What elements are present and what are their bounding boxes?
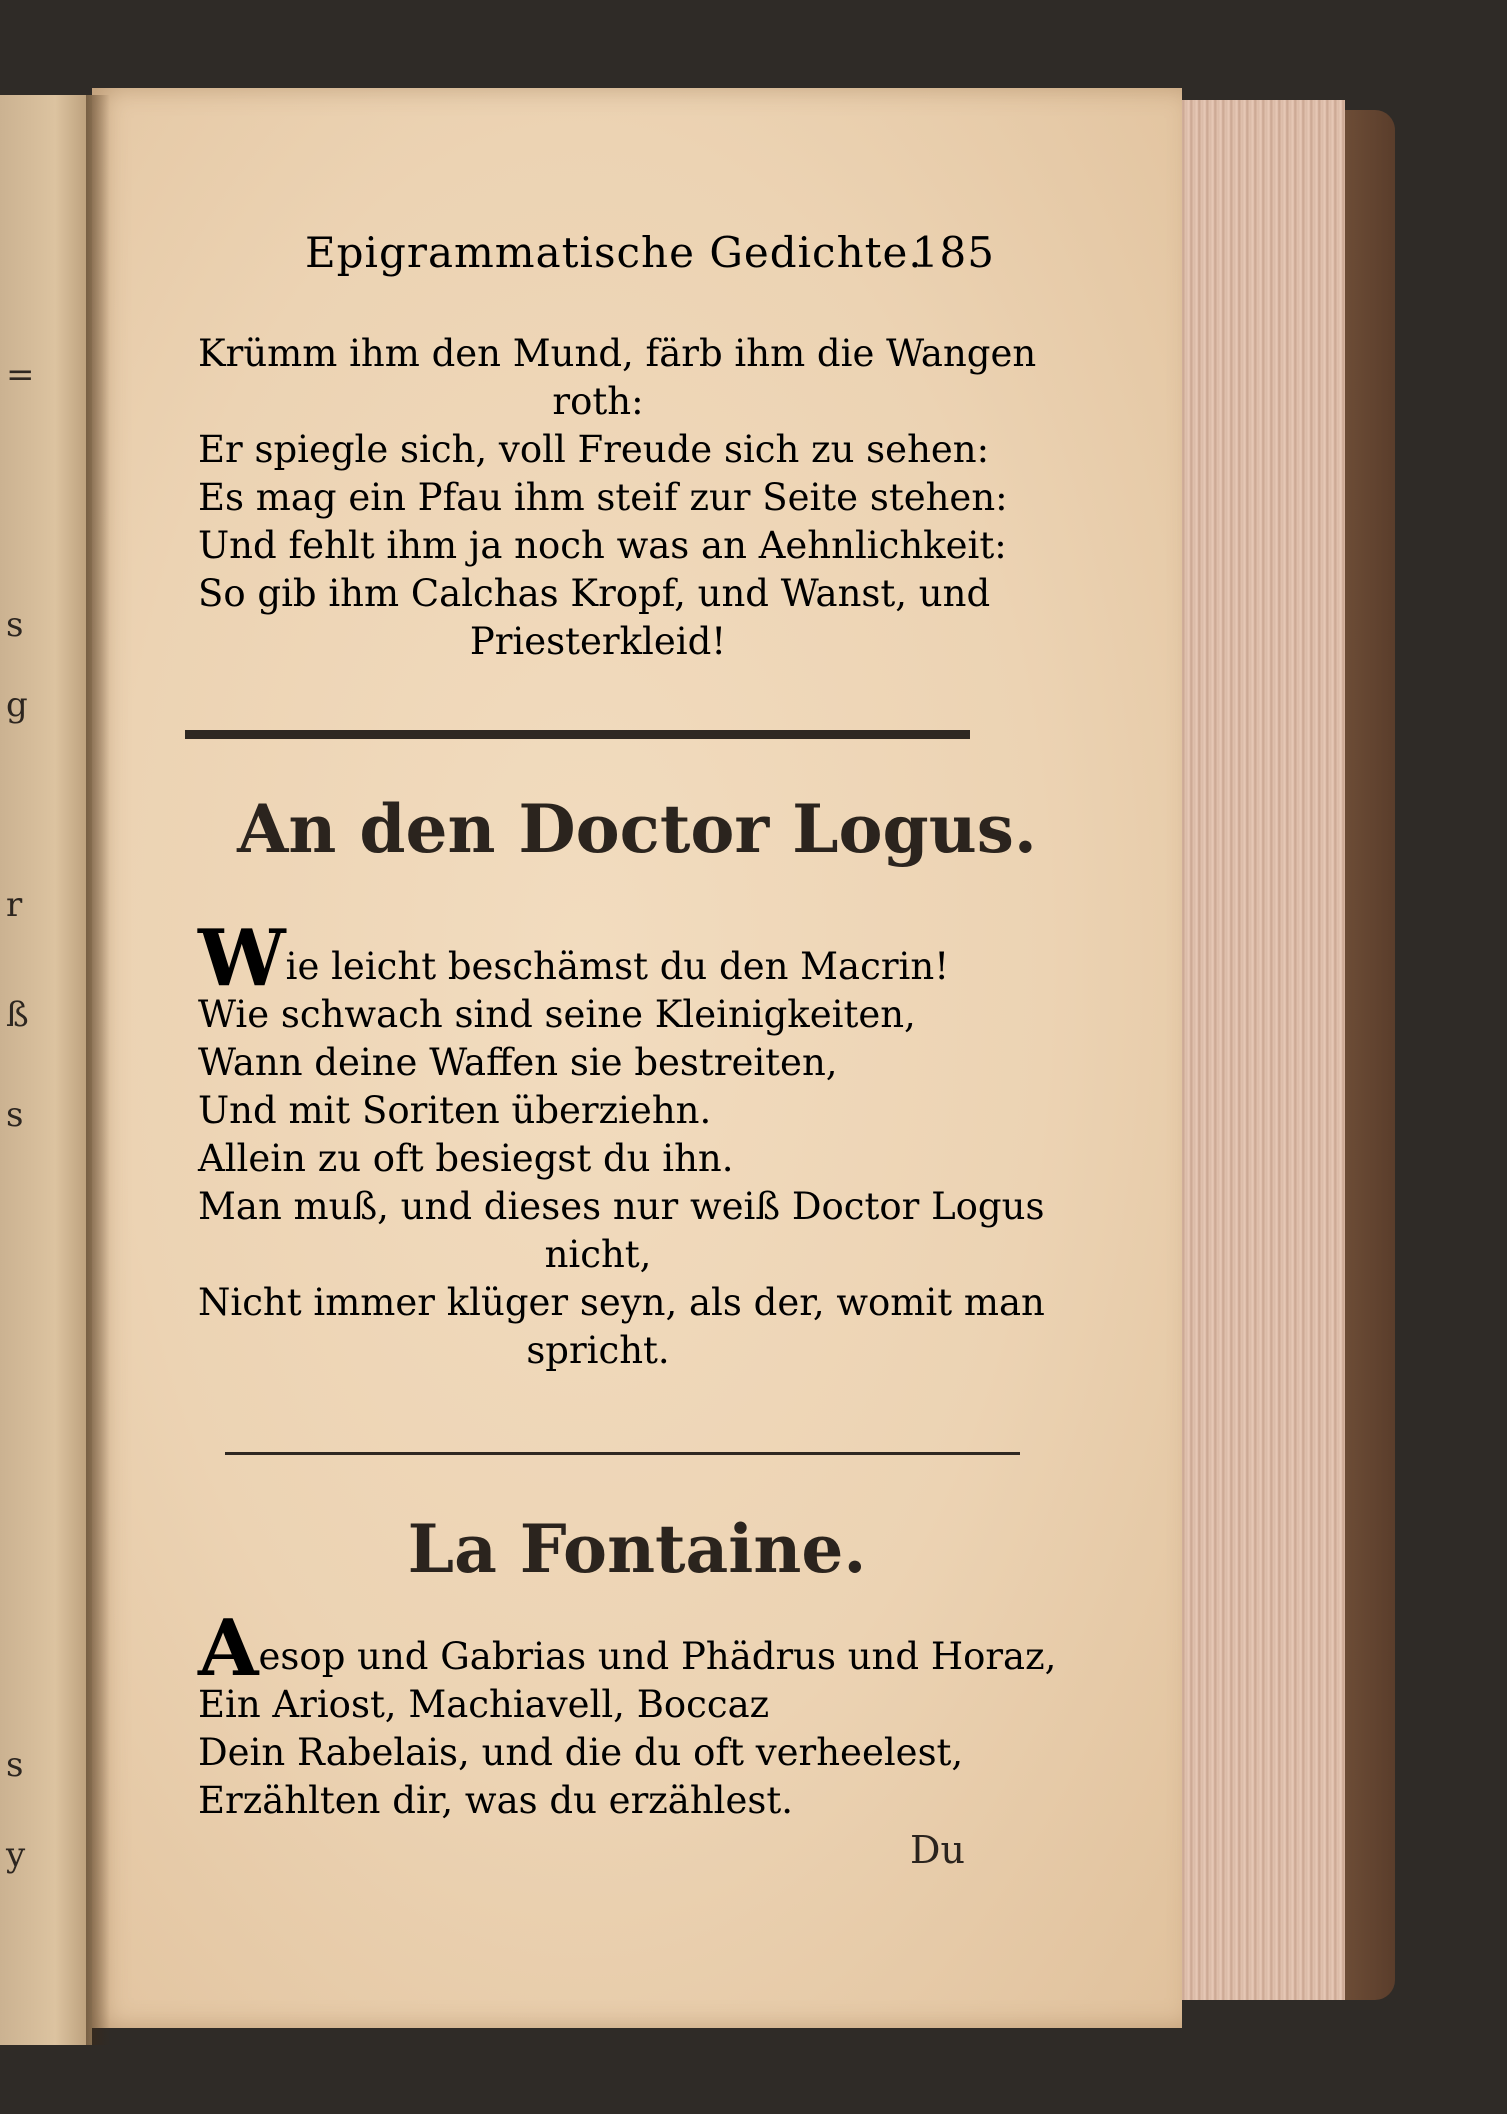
- verse-line: Krümm ihm den Mund, färb ihm die Wangen: [198, 332, 1037, 375]
- verse-line: Priesterkleid!: [469, 620, 727, 663]
- left-page-fragment: y: [6, 1835, 26, 1875]
- section-divider: [225, 1452, 1020, 1455]
- verse-line: Man muß, und dieses nur weiß Doctor Logus: [198, 1185, 1045, 1228]
- poem-title: La Fontaine.: [407, 1510, 867, 1588]
- left-page: [0, 95, 92, 2045]
- verse-line: Nicht immer klüger seyn, als der, womit man: [198, 1281, 1045, 1324]
- verse-text: ie leicht beschämst du den Macrin!: [285, 945, 950, 988]
- verse-line: Und mit Soriten überziehn.: [198, 1089, 712, 1132]
- page-edges: [1170, 100, 1345, 2000]
- section-divider: [185, 730, 970, 739]
- verse-text: esop und Gabrias und Phädrus und Horaz,: [258, 1635, 1057, 1678]
- left-page-fragment: s: [6, 605, 24, 645]
- verse-line: Allein zu oft besiegst du ihn.: [198, 1137, 734, 1180]
- poem-logus: [198, 913, 1045, 1375]
- left-page-fragment: s: [6, 1095, 24, 1135]
- verse-line: Er spiegle sich, voll Freude sich zu sehen:: [198, 428, 990, 471]
- verse-line: Wann deine Waffen sie bestreiten,: [198, 1041, 838, 1084]
- page-number: 185: [911, 228, 995, 277]
- verse-line: Es mag ein Pfau ihm steif zur Seite stehen:: [198, 476, 1008, 519]
- catchword: Du: [910, 1828, 965, 1872]
- gutter-shadow: [86, 95, 110, 2045]
- verse-line: So gib ihm Calchas Kropf, und Wanst, und: [198, 572, 991, 615]
- verse-line-first: [198, 1603, 1057, 1694]
- left-page-fragment: g: [6, 685, 28, 725]
- poem-fontaine: [198, 1603, 1057, 1825]
- verse-line: spricht.: [526, 1329, 670, 1372]
- left-page-fragment: r: [6, 885, 23, 925]
- left-page-fragment: s: [6, 1745, 24, 1785]
- poem-continued: [198, 330, 1037, 666]
- verse-line: Wie schwach sind seine Kleinigkeiten,: [198, 993, 916, 1036]
- left-page-fragment: =: [6, 355, 35, 395]
- poem-title: An den Doctor Logus.: [237, 790, 1037, 868]
- verse-line: roth:: [552, 380, 644, 423]
- verse-line: Und fehlt ihm ja noch was an Aehnlichkeit:: [198, 524, 1007, 567]
- verse-line: Dein Rabelais, und die du oft verheelest,: [198, 1731, 964, 1774]
- drop-cap: A: [198, 1603, 259, 1694]
- verse-line-first: [198, 913, 998, 1004]
- running-head-title: Epigrammatische Gedichte.: [305, 228, 923, 277]
- drop-cap: W: [198, 913, 286, 1004]
- verse-line: Ein Ariost, Machiavell, Boccaz: [198, 1683, 770, 1726]
- verse-line: Erzählten dir, was du erzählest.: [198, 1779, 793, 1822]
- verse-line: nicht,: [544, 1233, 652, 1276]
- left-page-fragment: ß: [6, 995, 29, 1035]
